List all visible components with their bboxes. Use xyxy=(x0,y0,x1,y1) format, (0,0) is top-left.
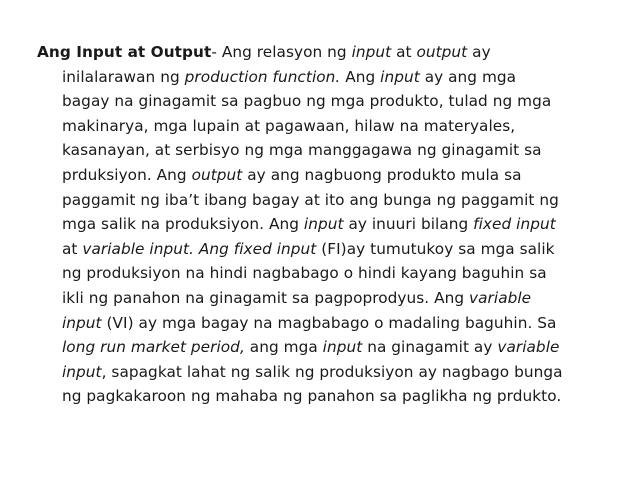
paragraph-line xyxy=(37,163,609,188)
text-run: - Ang relasyon ng xyxy=(211,43,352,61)
italic-term: variable input. Ang fixed input xyxy=(82,239,317,258)
text-run: ng produksiyon na hindi nagbabago o hindi kayang baguhin sa xyxy=(62,264,547,283)
text-run: ng pagkakaroon ng mahaba ng panahon sa paglikha ng prdukto. xyxy=(62,387,562,406)
italic-term: input xyxy=(322,338,363,357)
text-run: prduksiyon. Ang xyxy=(62,165,192,184)
text-run: (FI)ay tumutukoy sa mga salik xyxy=(316,239,555,258)
italic-term: input xyxy=(380,67,420,86)
text-run: inilalarawan ng xyxy=(62,67,185,86)
text-run: paggamit ng iba’t ibang bagay at ito ang bunga ng paggamit ng xyxy=(62,190,559,209)
text-run: at xyxy=(391,43,417,61)
paragraph-line xyxy=(37,138,609,163)
paragraph-line xyxy=(37,114,609,139)
text-run: mga salik na produksiyon. Ang xyxy=(62,215,304,234)
paragraph-line xyxy=(37,261,609,286)
italic-term: output xyxy=(416,43,468,61)
italic-term: variable xyxy=(469,288,532,307)
italic-term: output xyxy=(191,165,243,184)
paragraph-heading-line xyxy=(37,40,609,65)
text-run: ay inuuri bilang xyxy=(343,215,474,234)
italic-term: input xyxy=(351,43,392,61)
paragraph-line xyxy=(37,188,609,213)
paragraph-line xyxy=(37,212,609,237)
text-run: at xyxy=(62,239,83,258)
heading-text: Ang Input at Output xyxy=(37,43,212,61)
text-run: Ang xyxy=(340,67,381,86)
text-run: kasanayan, at serbisyo ng mga manggagawa ng ginagamit sa xyxy=(62,141,542,160)
paragraph-line xyxy=(37,89,609,114)
paragraph-line xyxy=(37,384,609,409)
text-run: na ginagamit ay xyxy=(362,338,498,357)
text-run: makinarya, mga lupain at pagawaan, hilaw na materyales, xyxy=(62,116,516,135)
italic-term: input xyxy=(62,313,102,332)
paragraph-line xyxy=(37,237,609,262)
paragraph-line xyxy=(37,311,609,336)
paragraph-line xyxy=(37,335,609,360)
italic-term: input xyxy=(303,215,344,234)
paragraph-line xyxy=(37,286,609,311)
text-run: ay xyxy=(467,43,491,61)
body-paragraph xyxy=(37,40,609,409)
text-run: ikli ng panahon na ginagamit sa pagpoprodyus. Ang xyxy=(62,288,470,307)
italic-term: variable xyxy=(497,338,560,357)
italic-term: long run market period, xyxy=(62,338,245,357)
text-run: (VI) ay mga bagay na magbabago o madaling baguhin. Sa xyxy=(101,313,557,332)
text-run: bagay na ginagamit sa pagbuo ng mga produkto, tulad ng mga xyxy=(62,92,552,111)
text-run: ay ang nagbuong produkto mula sa xyxy=(242,165,522,184)
paragraph-line xyxy=(37,360,609,385)
italic-term: fixed input xyxy=(473,215,556,234)
italic-term: production function. xyxy=(184,67,341,86)
text-run: , sapagkat lahat ng salik ng produksiyon ay nagbago bunga xyxy=(101,362,563,381)
text-run: ay ang mga xyxy=(419,67,517,86)
text-run: ang mga xyxy=(244,338,323,357)
paragraph-line xyxy=(37,65,609,90)
italic-term: input xyxy=(62,362,102,381)
